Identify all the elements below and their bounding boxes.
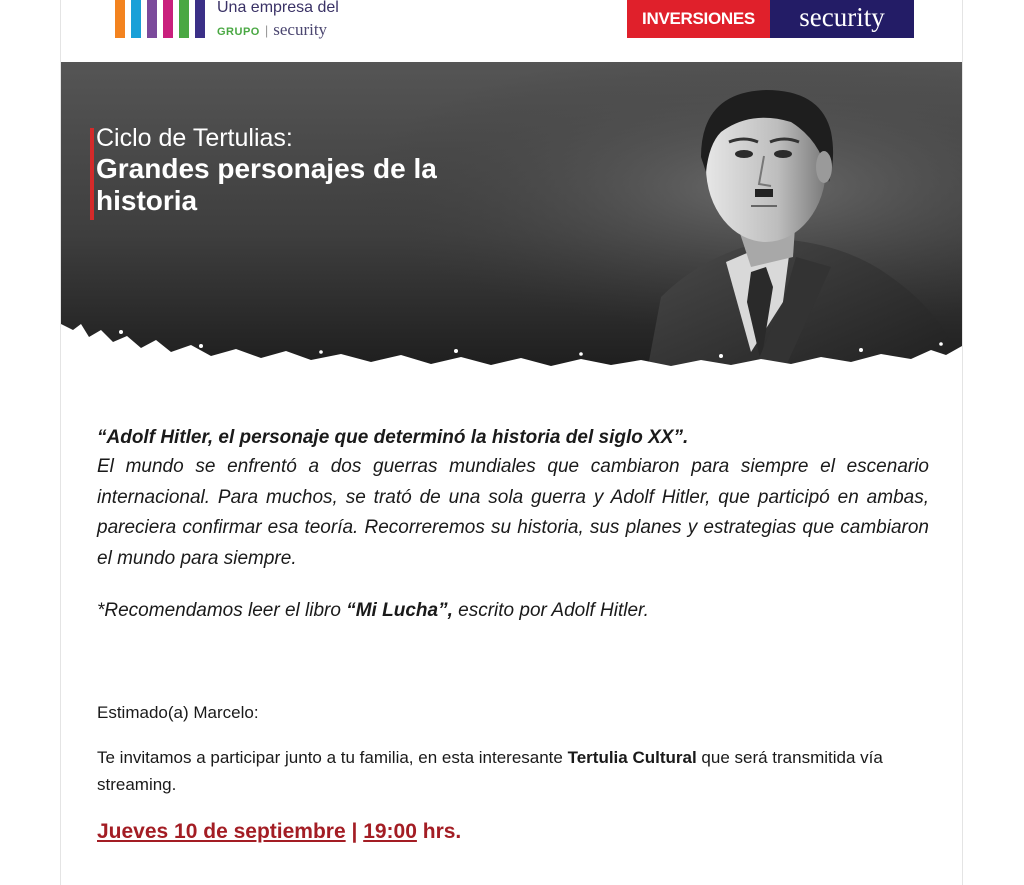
hero-banner xyxy=(61,62,962,377)
invite-bold: Tertulia Cultural xyxy=(567,748,697,767)
recommendation xyxy=(97,596,929,626)
logo-bar xyxy=(147,0,157,38)
invitation-text xyxy=(97,744,927,798)
logo-text xyxy=(217,0,339,38)
greeting: Estimado(a) Marcelo: xyxy=(97,703,259,722)
grupo-security-logo xyxy=(115,0,339,44)
event-time-link[interactable]: 19:00 xyxy=(363,820,417,843)
color-bars-icon xyxy=(115,0,205,38)
recommend-suffix: escrito por Adolf Hitler. xyxy=(452,600,649,621)
quote-title: “Adolf Hitler, el personaje que determinó la historia del siglo XX”. xyxy=(97,427,689,448)
logo-inversiones: INVERSIONES xyxy=(627,0,770,38)
logo-group-line xyxy=(217,21,339,38)
recommend-prefix: *Recomendamos leer el libro xyxy=(97,600,347,621)
event-time-suffix: hrs. xyxy=(416,820,462,843)
inversiones-security-logo xyxy=(627,0,914,38)
logo-bar xyxy=(195,0,205,38)
logo-separator: | xyxy=(264,23,269,38)
invite-suffix: que será transmitida vía streaming. xyxy=(97,748,883,794)
event-date-separator: | xyxy=(345,820,364,843)
logo-bar xyxy=(163,0,173,38)
logo-bar xyxy=(115,0,125,38)
logo-bar xyxy=(131,0,141,38)
event-day-link[interactable]: Jueves 10 de septiembre xyxy=(97,820,346,843)
logo-grupo: GRUPO xyxy=(217,26,260,38)
logo-security-wordmark: security xyxy=(770,0,914,38)
intro-paragraph: El mundo se enfrentó a dos guerras mundiales que cambiaron para siempre el escenario internacional. Para muchos, se trató de una sola guerra y Adolf Hitler, que participó en ambas, pareciera confirmar esa teoría. Recorreremos su historia, sus planes y estrategias que cambiaron el mundo para siempre. xyxy=(97,456,929,569)
banner-accent-bar xyxy=(90,128,94,220)
logo-security: security xyxy=(273,20,328,39)
banner-title-line2: Grandes personajes de la historia xyxy=(96,153,437,216)
logo-bar xyxy=(179,0,189,38)
frame-border-right xyxy=(962,0,963,885)
recommend-book: “Mi Lucha”, xyxy=(346,600,453,621)
banner-background xyxy=(61,62,962,377)
event-date xyxy=(97,817,929,847)
logo-tagline: Una empresa del xyxy=(217,0,339,16)
invite-prefix: Te invitamos a participar junto a tu familia, en esta interesante xyxy=(97,748,568,767)
banner-title-line1: Ciclo de Tertulias: xyxy=(96,124,293,152)
